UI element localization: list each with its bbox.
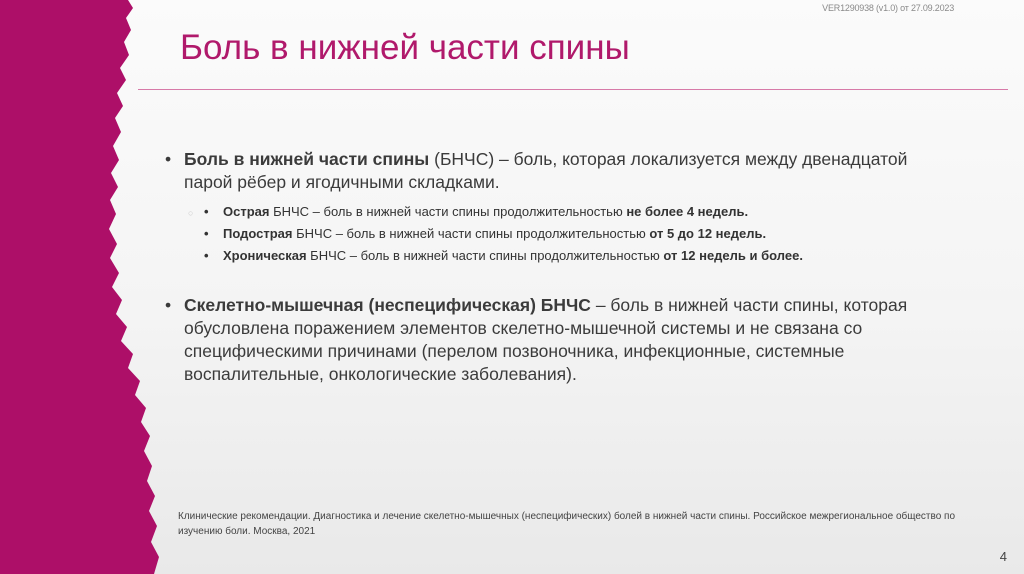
sub-bullet-term: Острая [223,204,270,219]
sub-bullet-acute [188,201,952,223]
sub-bullet-faint-marker: ○ [188,208,194,218]
bullet-musculoskeletal-term: Скелетно-мышечная (неспецифическая) БНЧС [184,295,591,315]
torn-paper-strip [0,0,170,574]
bullet-list [162,148,952,386]
slide-title: Боль в нижней части спины [180,28,630,67]
sub-bullet-duration: от 5 до 12 недель. [649,226,767,241]
sub-bullet-text: БНЧС – боль в нижней части спины продолжительностью [292,226,650,241]
title-divider [138,89,1008,90]
sub-bullet-term: Хроническая [223,248,307,263]
version-label: VER1290938 (v1.0) от 27.09.2023 [822,3,954,13]
sub-bullet-marker: • [204,226,209,241]
sub-bullet-duration: от 12 недель и более. [663,248,803,263]
sub-bullet-marker: • [204,248,209,263]
sub-bullet-subacute [204,223,952,245]
bullet-musculoskeletal [162,294,952,386]
bullet-definition [162,148,952,194]
sub-bullet-chronic [204,245,952,267]
reference-citation: Клинические рекомендации. Диагностика и лечение скелетно-мышечных (неспецифических) болей в нижней части спины. Российское межрегиональное общество по изучению боли. Москва, 2021 [178,511,956,537]
sub-bullet-marker: • [204,204,209,219]
bullet-definition-text: (БНЧС) – боль, которая локализуется между двенадцатой парой рёбер и ягодичными складками. [184,149,908,192]
sub-bullet-term: Подострая [223,226,293,241]
bullet-definition-term: Боль в нижней части спины [184,149,430,169]
sub-bullet-list [188,201,952,267]
bullet-musculoskeletal-text: – боль в нижней части спины, которая обусловлена поражением элементов скелетно-мышечной системы и не связана со специфическими причинами (перелом позвоночника, инфекционные, системные воспалительные, онкологические заболевания). [184,295,908,384]
page-number: 4 [999,549,1007,564]
sub-bullet-text: БНЧС – боль в нижней части спины продолжительностью [269,204,627,219]
sub-bullet-duration: не более 4 недель. [626,204,749,219]
sub-bullet-text: БНЧС – боль в нижней части спины продолжительностью [306,248,664,263]
bullet-marker: • [165,295,172,315]
bullet-marker: • [165,149,172,169]
